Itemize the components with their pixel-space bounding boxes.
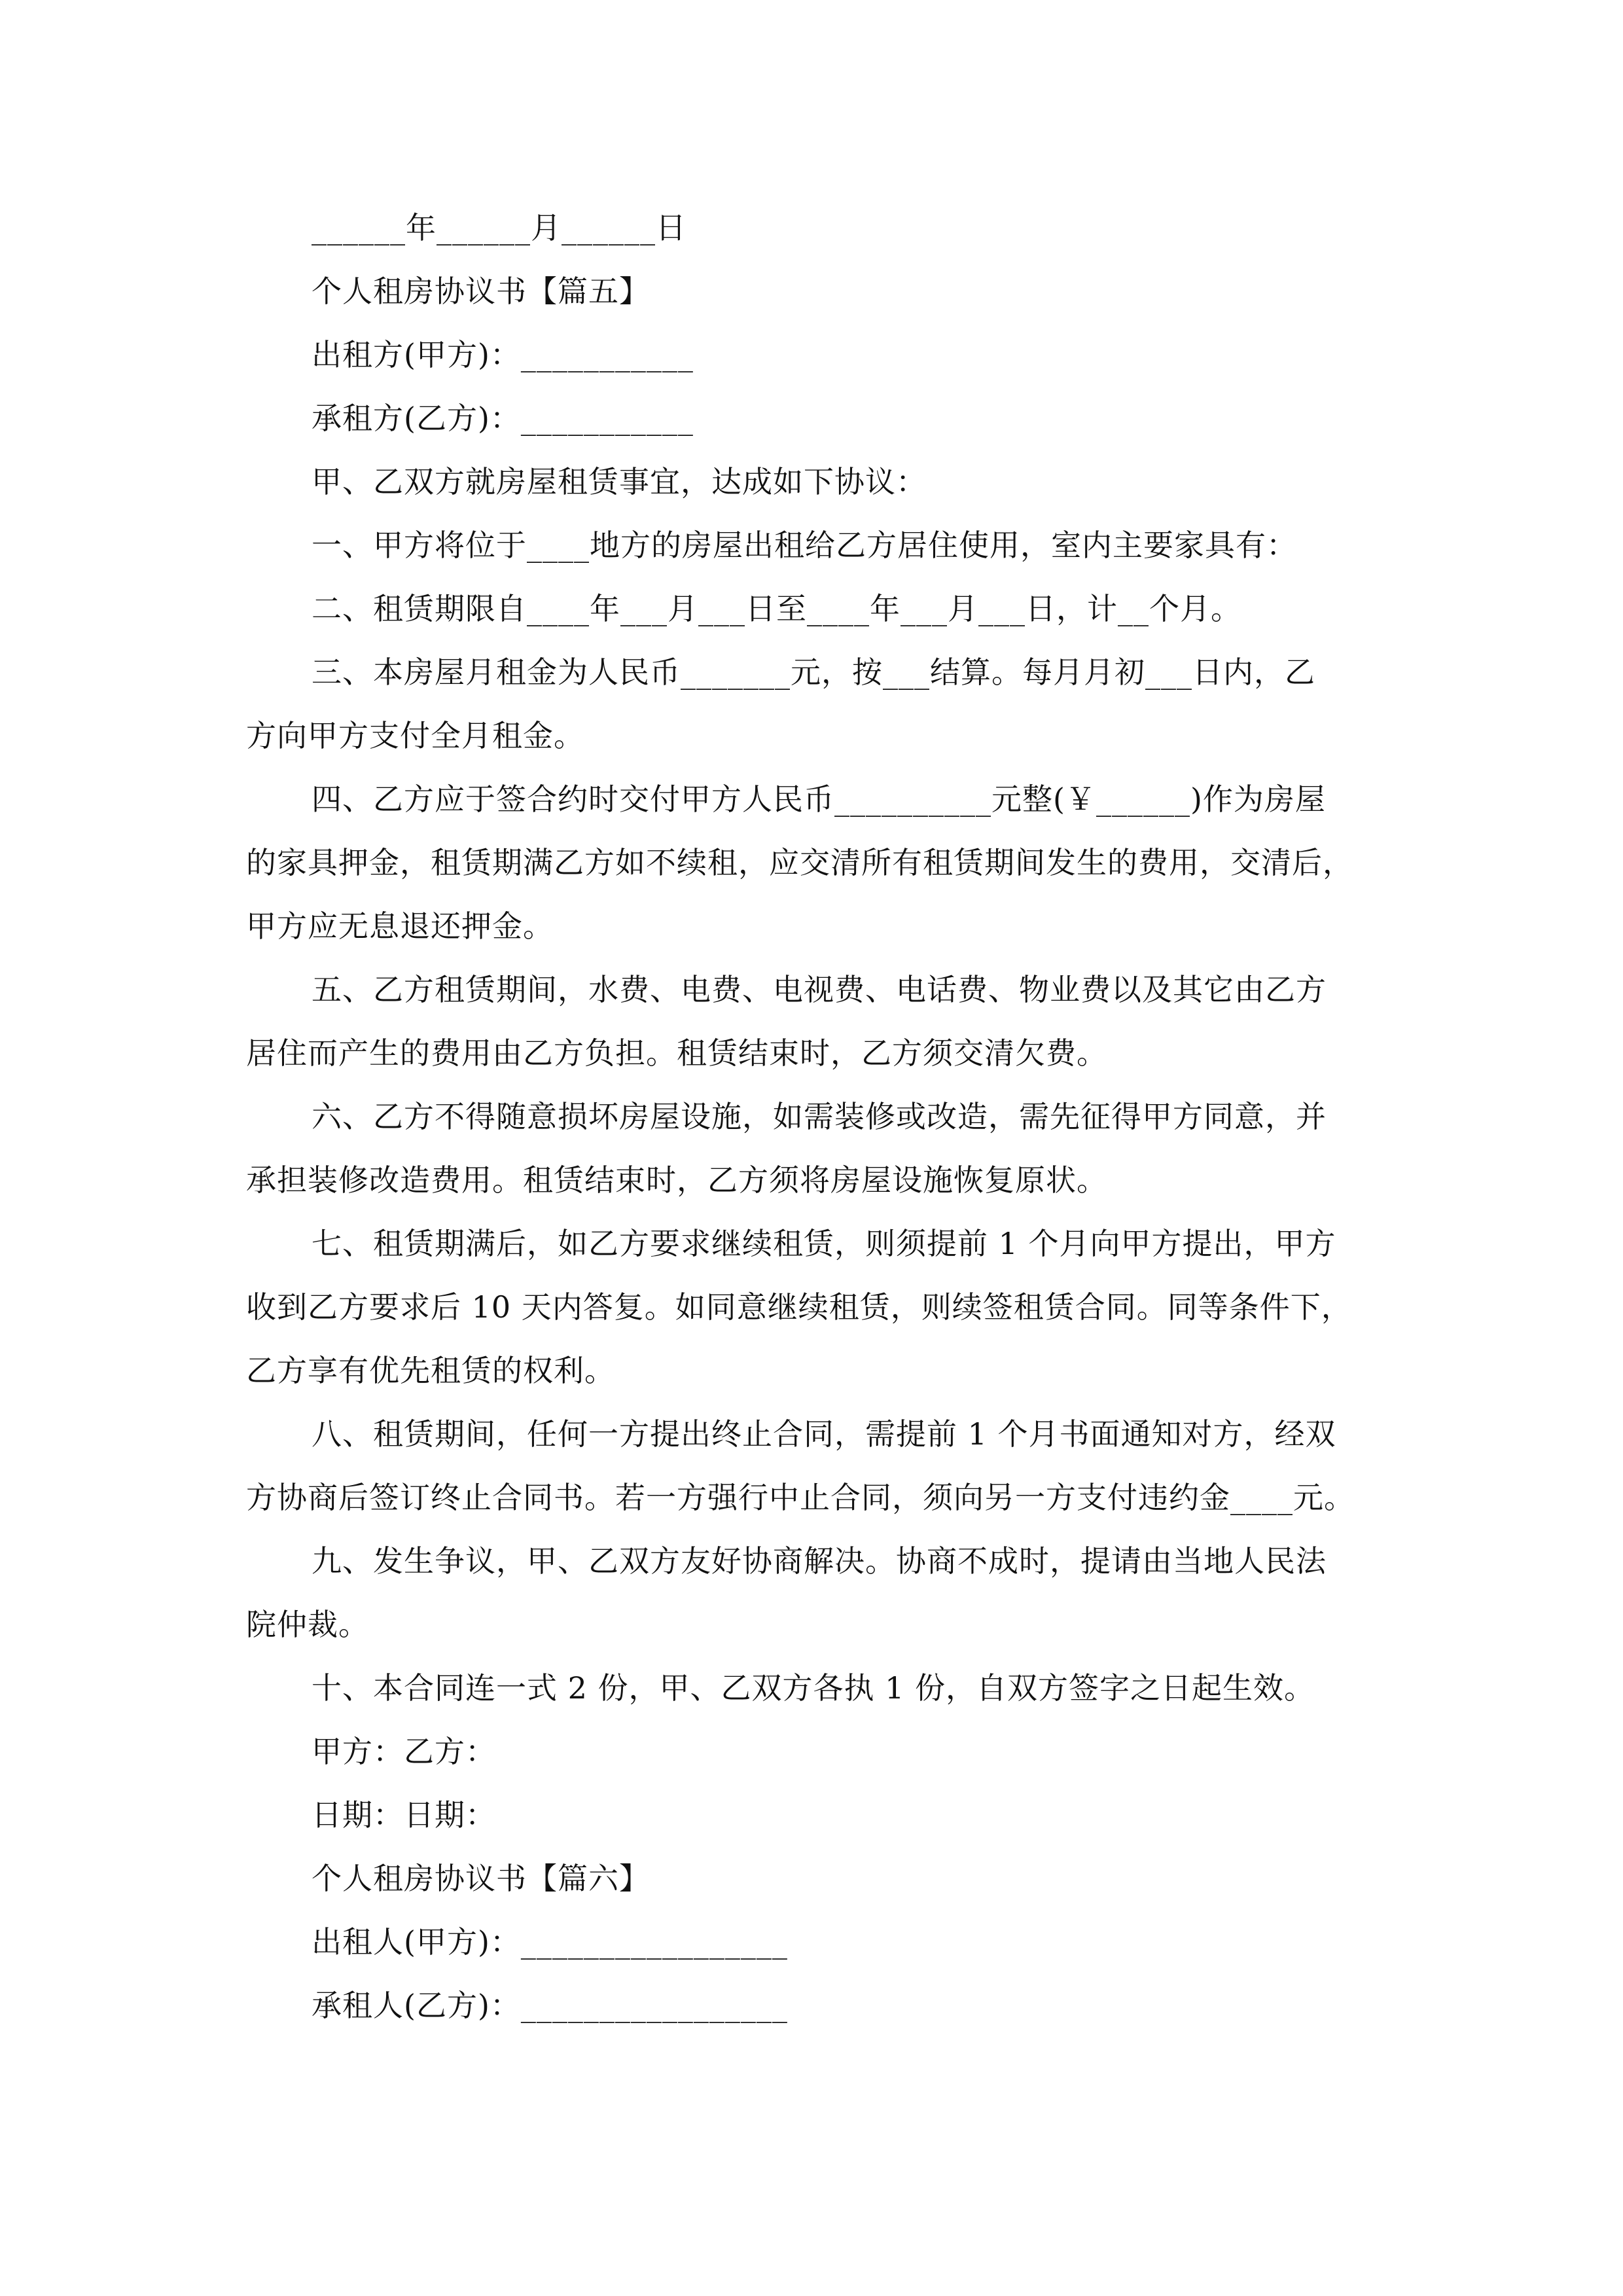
clause-7-line: 收到乙方要求后 10 天内答复。如同意继续租赁，则续签租赁合同。同等条件下， — [246, 1289, 1352, 1325]
date-line: ______年______月______日 — [312, 210, 687, 245]
document-body — [246, 196, 1398, 2037]
clause-7-line: 七、租赁期满后，如乙方要求继续租赁，则须提前 1 个月向甲方提出，甲方 — [312, 1226, 1336, 1261]
lessor-field-6: 出租人(甲方)：_________________ — [312, 1924, 788, 1960]
clause-7 — [246, 1212, 1398, 1403]
clause-9-line: 院仲裁。 — [246, 1607, 369, 1642]
clause-8 — [246, 1403, 1398, 1530]
heading-part-6: 个人租房协议书【篇六】 — [312, 1861, 650, 1896]
clause-5 — [246, 958, 1398, 1085]
clause-4 — [246, 768, 1398, 958]
agreement-intro: 甲、乙双方就房屋租赁事宜，达成如下协议： — [312, 464, 927, 499]
clause-3-line: 三、本房屋月租金为人民币_______元，按___结算。每月月初___日内，乙 — [312, 655, 1315, 690]
clause-6-line: 承担装修改造费用。租赁结束时，乙方须将房屋设施恢复原状。 — [246, 1162, 1107, 1198]
clause-5-line: 五、乙方租赁期间，水费、电费、电视费、电话费、物业费以及其它由乙方 — [312, 972, 1327, 1007]
clause-4-line: 四、乙方应于签合约时交付甲方人民币__________元整(￥______)作为房屋 — [312, 781, 1326, 817]
clause-6-line: 六、乙方不得随意损坏房屋设施，如需装修或改造，需先征得甲方同意，并 — [312, 1099, 1327, 1134]
lessee-field-6: 承租人(乙方)：_________________ — [312, 1988, 788, 2023]
heading-part-5: 个人租房协议书【篇五】 — [312, 274, 650, 309]
clause-8-line: 方协商后签订终止合同书。若一方强行中止合同，须向另一方支付违约金____元。 — [246, 1480, 1355, 1515]
clause-4-line: 甲方应无息退还押金。 — [246, 908, 554, 944]
lessor-field-5: 出租方(甲方)：___________ — [312, 337, 694, 372]
signature-date-line: 日期：日期： — [312, 1797, 496, 1833]
clause-4-line: 的家具押金，租赁期满乙方如不续租，应交清所有租赁期间发生的费用，交清后， — [246, 845, 1353, 880]
clause-10: 十、本合同连一式 2 份，甲、乙双方各执 1 份，自双方签字之日起生效。 — [312, 1670, 1315, 1706]
signature-line: 甲方：乙方： — [312, 1734, 496, 1769]
clause-9-line: 九、发生争议，甲、乙双方友好协商解决。协商不成时，提请由当地人民法 — [312, 1543, 1327, 1579]
clause-1: 一、甲方将位于____地方的房屋出租给乙方居住使用，室内主要家具有： — [312, 528, 1297, 563]
clause-5-line: 居住而产生的费用由乙方负担。租赁结束时，乙方须交清欠费。 — [246, 1035, 1107, 1071]
clause-3-line: 方向甲方支付全月租金。 — [246, 718, 584, 753]
clause-3 — [246, 641, 1398, 768]
clause-9 — [246, 1530, 1398, 1657]
clause-6 — [246, 1085, 1398, 1212]
lessee-field-5: 承租方(乙方)：___________ — [312, 401, 694, 436]
clause-2: 二、租赁期限自____年___月___日至____年___月___日，计__个月。 — [312, 591, 1241, 626]
clause-7-line: 乙方享有优先租赁的权利。 — [246, 1353, 615, 1388]
clause-8-line: 八、租赁期间，任何一方提出终止合同，需提前 1 个月书面通知对方，经双 — [312, 1416, 1336, 1452]
